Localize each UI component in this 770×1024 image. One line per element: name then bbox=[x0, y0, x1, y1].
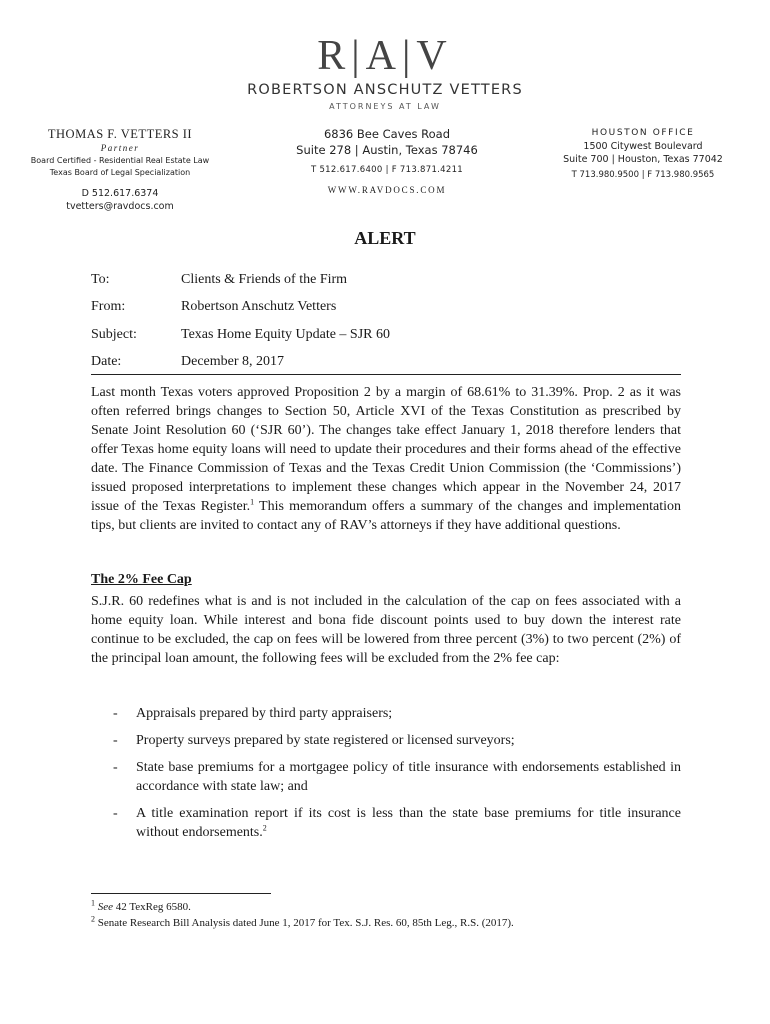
intro-text: Last month Texas voters approved Proposition 2 by a margin of 68.61% to 31.39%. Prop. 2 as it was often referred brings changes to Section 50, Article XVI of the Texas Constitution as prescribed by Senate Joint Resolution 60 (‘SJR 60’). The changes take effect January 1, 2018 therefore lenders that offer Texas home equity loans will need to update their procedures and their forms ahead of the effective date. The Finance Commission of Texas and the Texas Credit Union Commission (the ‘Commissions’) issued proposed interpretations to implement these changes which appear in the November 24, 2017 issue of the Texas Register. bbox=[91, 385, 681, 514]
firm-website[interactable]: WWW.RAVDOCS.COM bbox=[327, 185, 447, 195]
memo-label: From: bbox=[91, 299, 126, 314]
list-item-text: A title examination report if its cost is less than the state base premiums for title insurance without endorsements. bbox=[136, 806, 681, 840]
firm-subtitle: ATTORNEYS AT LAW bbox=[329, 102, 441, 111]
memo-value: Robertson Anschutz Vetters bbox=[181, 299, 337, 314]
memo-row-to bbox=[91, 272, 681, 292]
footnote-text: Senate Research Bill Analysis dated June 1, 2017 for Tex. S.J. Res. 60, 85th Leg., R.S. (2017). bbox=[97, 917, 514, 929]
list-item-text: Appraisals prepared by third party appraisers; bbox=[136, 706, 393, 721]
memo-row-from bbox=[91, 299, 681, 319]
bullet-dash: - bbox=[113, 733, 118, 748]
main-office-line-1: 6836 Bee Caves Road bbox=[323, 127, 451, 141]
bullet-dash: - bbox=[113, 760, 118, 775]
attorney-direct-phone: D 512.617.6374 bbox=[81, 188, 159, 199]
logo-mark: R|A|V bbox=[317, 33, 453, 79]
footnote-number: 2 bbox=[91, 914, 95, 924]
memo-value: December 8, 2017 bbox=[181, 354, 285, 369]
list-item-text-wrap bbox=[136, 804, 681, 842]
main-office-phone: T 512.617.6400 | F 713.871.4211 bbox=[310, 165, 464, 175]
footnote-text: 42 TexReg 6580. bbox=[113, 901, 191, 913]
main-office-block bbox=[262, 126, 512, 196]
attorney-cert-2: Texas Board of Legal Specialization bbox=[49, 168, 191, 177]
attorney-cert-1: Board Certified - Residential Real Estate Law bbox=[30, 156, 210, 165]
memo-label: Subject: bbox=[91, 327, 137, 342]
footnote-1 bbox=[91, 900, 681, 914]
footnote-2 bbox=[91, 916, 681, 930]
bullet-dash: - bbox=[113, 706, 118, 721]
memo-value: Clients & Friends of the Firm bbox=[181, 272, 348, 287]
footnote-number: 1 bbox=[91, 898, 95, 908]
list-item-text: State base premiums for a mortgagee policy of title insurance with endorsements established in accordance with state law; and bbox=[136, 760, 681, 794]
attorney-role: Partner bbox=[100, 143, 140, 153]
memo-value: Texas Home Equity Update – SJR 60 bbox=[181, 327, 390, 342]
main-office-line-2: Suite 278 | Austin, Texas 78746 bbox=[296, 143, 478, 157]
footnote-ref[interactable]: 1 bbox=[250, 497, 255, 507]
footnote-emphasis: See bbox=[97, 901, 114, 913]
section-body: S.J.R. 60 redefines what is and is not included in the calculation of the cap on fees associated with a home equity loan. While interest and bona fide discount points used to buy down the interest rate continue to be excluded, the cap on fees will be lowered from three percent (3%) to two percent (2%) of the principal loan amount, the following fees will be excluded from the 2% fee cap: bbox=[91, 594, 681, 666]
memo-divider bbox=[91, 374, 681, 375]
attorney-block bbox=[20, 126, 220, 213]
memo-label: Date: bbox=[91, 354, 122, 369]
intro-paragraph bbox=[91, 383, 681, 535]
footnote-divider bbox=[91, 893, 271, 894]
document-title: ALERT bbox=[354, 228, 416, 248]
footnote-ref[interactable]: 2 bbox=[262, 823, 267, 833]
bullet-dash: - bbox=[113, 806, 118, 821]
attorney-name: THOMAS F. VETTERS II bbox=[47, 127, 193, 141]
firm-name: ROBERTSON ANSCHUTZ VETTERS bbox=[247, 82, 523, 98]
houston-office-line-1: 1500 Citywest Boulevard bbox=[583, 141, 703, 152]
section-heading: The 2% Fee Cap bbox=[91, 572, 192, 587]
attorney-email[interactable]: tvetters@ravdocs.com bbox=[66, 201, 174, 212]
houston-office-phone: T 713.980.9500 | F 713.980.9565 bbox=[571, 170, 715, 180]
intro-text-after: This memorandum offers a summary of the changes and implementation tips, but clients are invited to contact any of RAV’s attorneys if they have additional questions. bbox=[91, 499, 681, 533]
houston-office-block bbox=[553, 126, 733, 181]
houston-office-line-2: Suite 700 | Houston, Texas 77042 bbox=[563, 154, 723, 165]
list-item-text: Property surveys prepared by state registered or licensed surveyors; bbox=[136, 733, 515, 748]
memo-row-date bbox=[91, 354, 681, 374]
memo-row-subject bbox=[91, 327, 681, 347]
memo-label: To: bbox=[91, 272, 110, 287]
houston-office-label: HOUSTON OFFICE bbox=[591, 128, 695, 138]
firm-logo bbox=[0, 34, 770, 111]
